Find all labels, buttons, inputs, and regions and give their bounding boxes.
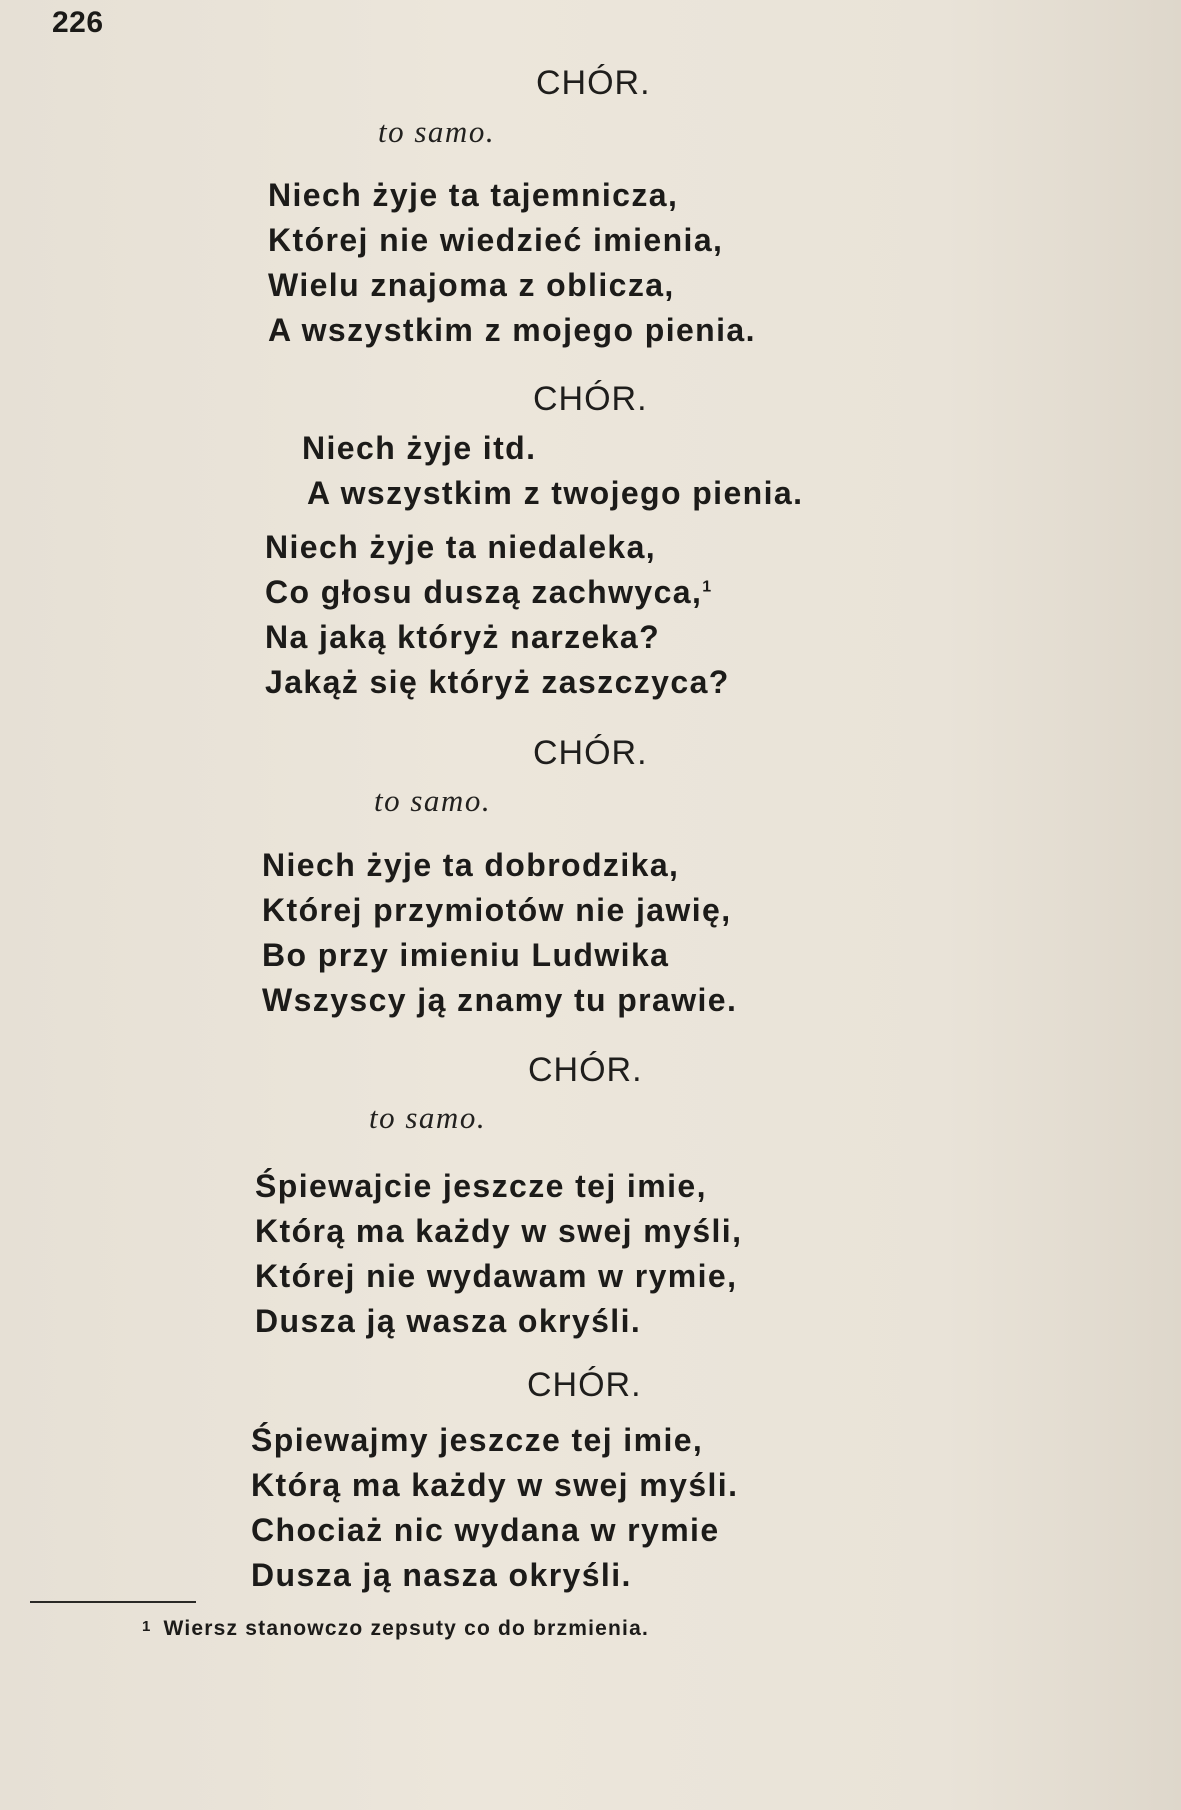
footnote-rule bbox=[30, 1601, 196, 1603]
stage-direction: to samo. bbox=[378, 114, 496, 149]
footnote-mark: 1 bbox=[142, 1618, 152, 1635]
verse-line-text: Co głosu duszą zachwyca, bbox=[265, 574, 703, 610]
stage-direction: to samo. bbox=[369, 1100, 487, 1135]
verse-line: Której nie wydawam w rymie, bbox=[255, 1258, 738, 1294]
verse-line: Śpiewajcie jeszcze tej imie, bbox=[255, 1168, 707, 1204]
stage-direction: to samo. bbox=[374, 783, 492, 818]
verse-line: Którą ma każdy w swej myśli. bbox=[251, 1467, 739, 1503]
verse-line: Niech żyje ta niedaleka, bbox=[265, 529, 657, 565]
stanza-1 bbox=[268, 173, 756, 353]
footnote-text: Wiersz stanowczo zepsuty co do brzmienia. bbox=[163, 1617, 649, 1640]
chorus-heading: CHÓR. bbox=[533, 380, 648, 418]
verse-line: Dusza ją wasza okryśli. bbox=[255, 1303, 642, 1339]
verse-line: Wielu znajoma z oblicza, bbox=[268, 267, 675, 303]
stanza-3 bbox=[262, 843, 737, 1023]
verse-line: Niech żyje ta dobrodzika, bbox=[262, 847, 680, 883]
stanza-5 bbox=[251, 1418, 738, 1598]
chorus-heading: CHÓR. bbox=[536, 64, 651, 102]
footnote bbox=[142, 1617, 649, 1641]
verse-line: Chociaż nic wydana w rymie bbox=[251, 1512, 720, 1548]
verse-line: Jakąż się któryż zaszczyca? bbox=[265, 664, 730, 700]
verse-line: Niech żyje ta tajemnicza, bbox=[268, 177, 679, 213]
footnote-reference: 1 bbox=[702, 578, 713, 596]
chorus-heading: CHÓR. bbox=[533, 734, 648, 772]
verse-line: Niech żyje itd. bbox=[302, 430, 537, 466]
verse-line: Śpiewajmy jeszcze tej imie, bbox=[251, 1422, 704, 1458]
verse-line: Wszyscy ją znamy tu prawie. bbox=[262, 982, 738, 1018]
verse-line: A wszystkim z twojego pienia. bbox=[307, 475, 804, 511]
verse-line: Na jaką któryż narzeka? bbox=[265, 619, 661, 655]
chorus-heading: CHÓR. bbox=[528, 1051, 643, 1089]
verse-line: Którą ma każdy w swej myśli, bbox=[255, 1213, 743, 1249]
verse-line: Dusza ją nasza okryśli. bbox=[251, 1557, 632, 1593]
verse-line: A wszystkim z mojego pienia. bbox=[268, 312, 756, 348]
stanza-4 bbox=[255, 1164, 742, 1344]
verse-line bbox=[265, 570, 730, 615]
page-number: 226 bbox=[52, 6, 104, 39]
verse-line: Której nie wiedzieć imienia, bbox=[268, 222, 724, 258]
verse-line: Której przymiotów nie jawię, bbox=[262, 892, 732, 928]
verse-line: Bo przy imieniu Ludwika bbox=[262, 937, 670, 973]
stanza-2 bbox=[265, 525, 730, 705]
chorus-heading: CHÓR. bbox=[527, 1366, 642, 1404]
chorus-refrain bbox=[302, 426, 803, 516]
